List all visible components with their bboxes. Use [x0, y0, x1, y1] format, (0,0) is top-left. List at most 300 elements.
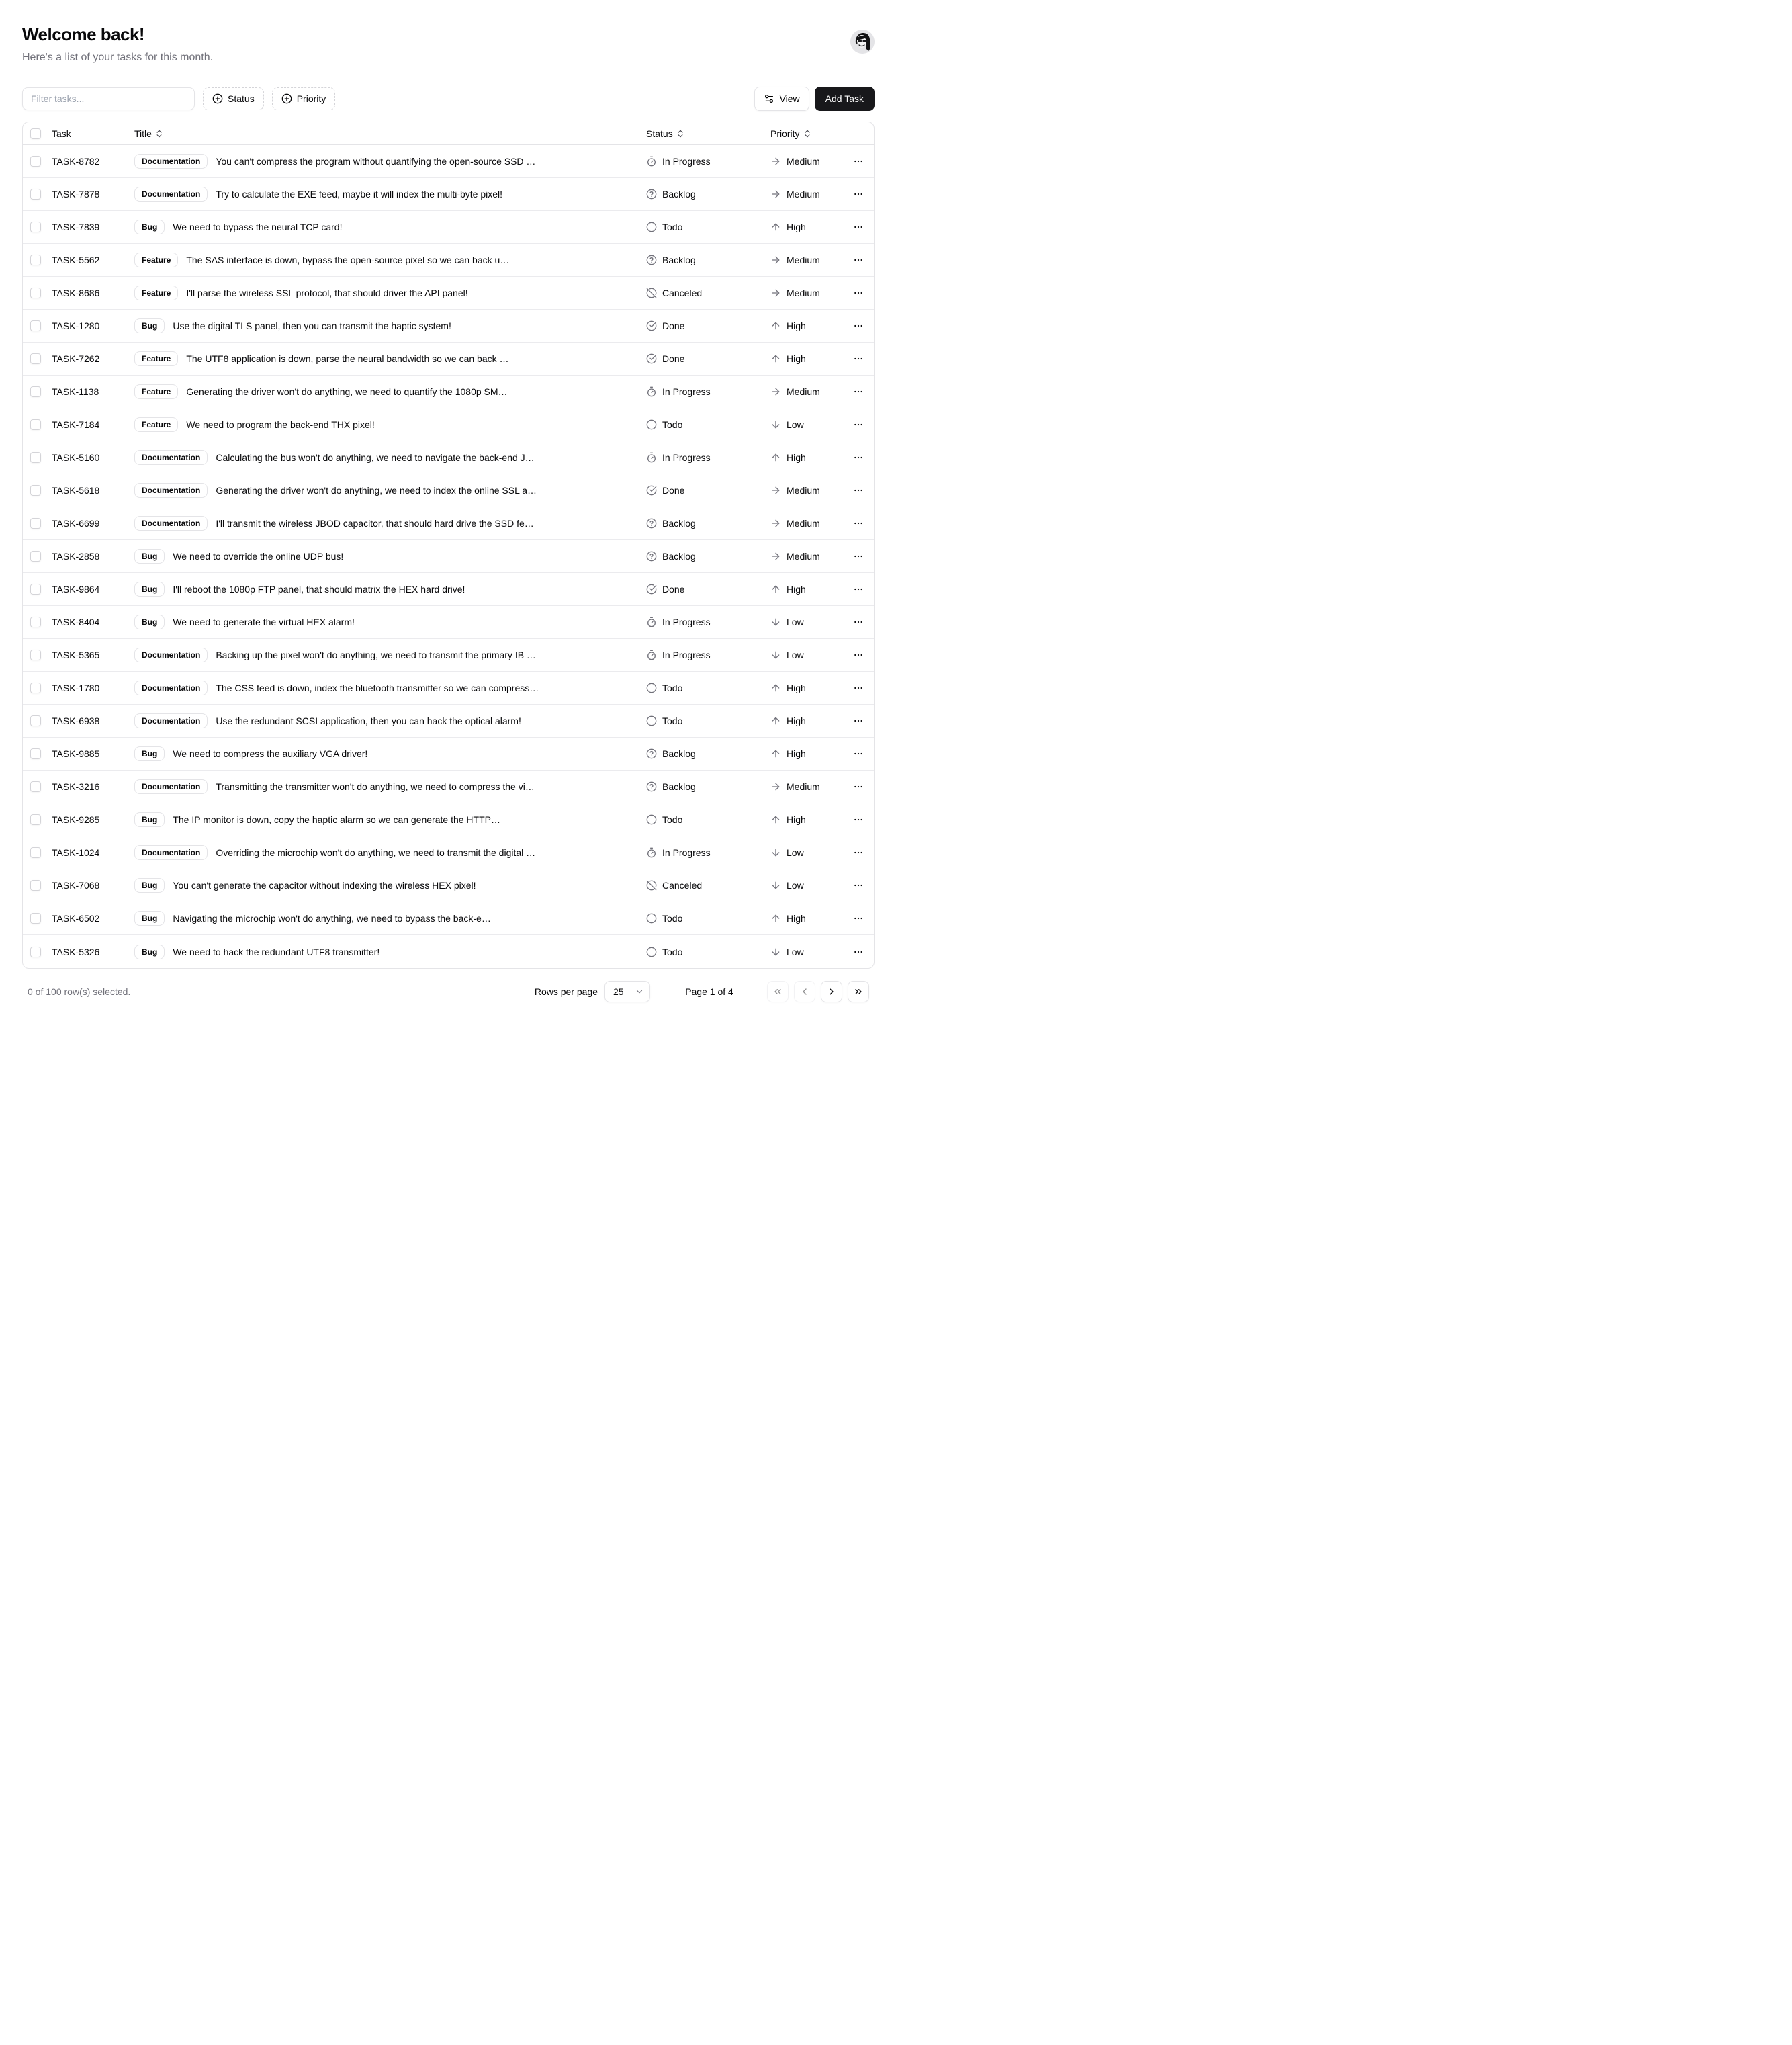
- task-priority-cell: [770, 551, 843, 562]
- task-priority-cell: [770, 452, 843, 463]
- ellipsis-icon: [853, 913, 864, 924]
- row-actions-cell: [843, 613, 874, 632]
- task-id: TASK-9885: [52, 748, 100, 759]
- circle-icon: [646, 715, 657, 726]
- row-actions-menu-button[interactable]: [849, 711, 868, 730]
- row-checkbox[interactable]: [30, 814, 41, 825]
- row-actions-menu-button[interactable]: [849, 284, 868, 302]
- row-actions-menu-button[interactable]: [849, 349, 868, 368]
- row-checkbox-cell: [23, 386, 52, 397]
- column-header-task: [52, 128, 134, 139]
- task-title: Backing up the pixel won't do anything, we need to transmit the primary IB …: [216, 650, 536, 660]
- row-actions-menu-button[interactable]: [849, 580, 868, 599]
- arrow-right-icon: [770, 518, 781, 529]
- row-actions-menu-button[interactable]: [849, 316, 868, 335]
- task-priority-cell: [770, 880, 843, 891]
- arrow-down-icon: [770, 650, 781, 660]
- table-row: [23, 803, 874, 836]
- task-id: TASK-7839: [52, 222, 100, 232]
- arrow-right-icon: [770, 288, 781, 298]
- row-checkbox-cell: [23, 913, 52, 924]
- task-id: TASK-7068: [52, 880, 100, 891]
- row-actions-menu-button[interactable]: [849, 514, 868, 533]
- row-actions-cell: [843, 646, 874, 664]
- table-row: [23, 376, 874, 408]
- task-priority-cell: [770, 584, 843, 595]
- task-id: TASK-5562: [52, 255, 100, 265]
- task-priority: High: [787, 320, 806, 331]
- circle-icon: [646, 683, 657, 693]
- arrow-up-icon: [770, 222, 781, 232]
- task-status-cell: [646, 715, 770, 726]
- row-checkbox[interactable]: [30, 551, 41, 562]
- row-checkbox-cell: [23, 748, 52, 759]
- row-actions-menu-button[interactable]: [849, 185, 868, 204]
- task-priority: Low: [787, 847, 804, 858]
- task-title-cell: [134, 154, 646, 169]
- circle-icon: [646, 222, 657, 232]
- row-actions-cell: [843, 251, 874, 269]
- task-status: Todo: [662, 683, 683, 693]
- ellipsis-icon: [853, 189, 864, 200]
- task-title: We need to bypass the neural TCP card!: [173, 222, 343, 232]
- row-checkbox[interactable]: [30, 650, 41, 660]
- row-checkbox[interactable]: [30, 584, 41, 595]
- row-actions-menu-button[interactable]: [849, 843, 868, 862]
- task-priority-cell: [770, 189, 843, 200]
- task-title-cell: [134, 187, 646, 202]
- row-actions-menu-button[interactable]: [849, 251, 868, 269]
- task-label-badge: Documentation: [134, 845, 208, 860]
- circle-help-icon: [646, 748, 657, 759]
- row-checkbox-cell: [23, 880, 52, 891]
- user-avatar[interactable]: [850, 30, 875, 54]
- task-label-badge: Documentation: [134, 681, 208, 695]
- row-actions-cell: [843, 415, 874, 434]
- row-checkbox[interactable]: [30, 781, 41, 792]
- task-title: Transmitting the transmitter won't do anything, we need to compress the vi…: [216, 781, 535, 792]
- task-status: In Progress: [662, 156, 711, 167]
- rows-per-page-select[interactable]: [604, 981, 650, 1002]
- column-header-status[interactable]: [646, 128, 770, 139]
- task-status-cell: [646, 617, 770, 627]
- row-actions-menu-button[interactable]: [849, 646, 868, 664]
- table-row: [23, 244, 874, 277]
- task-title: We need to program the back-end THX pixel!: [186, 419, 375, 430]
- ellipsis-icon: [853, 880, 864, 891]
- table-row: [23, 343, 874, 376]
- row-checkbox[interactable]: [30, 189, 41, 200]
- row-actions-menu-button[interactable]: [849, 448, 868, 467]
- task-id: TASK-1280: [52, 320, 100, 331]
- row-checkbox[interactable]: [30, 617, 41, 627]
- task-priority-cell: [770, 683, 843, 693]
- chevrons-left-icon: [772, 986, 783, 997]
- table-row: [23, 606, 874, 639]
- column-header-title-label: Title: [134, 128, 152, 139]
- task-id: TASK-6699: [52, 518, 100, 529]
- row-actions-cell: [843, 349, 874, 368]
- task-priority-cell: [770, 518, 843, 529]
- table-row: [23, 211, 874, 244]
- selected-rows-text: 0 of 100 row(s) selected.: [28, 986, 131, 997]
- task-status: Todo: [662, 946, 683, 957]
- row-actions-cell: [843, 744, 874, 763]
- row-checkbox-cell: [23, 222, 52, 232]
- task-status-cell: [646, 584, 770, 595]
- row-checkbox[interactable]: [30, 288, 41, 298]
- task-id: TASK-7262: [52, 353, 100, 364]
- header-checkbox-cell: [23, 128, 52, 139]
- tasks-page: [0, 0, 896, 1018]
- table-row: [23, 441, 874, 474]
- arrow-down-icon: [770, 617, 781, 627]
- task-priority-cell: [770, 419, 843, 430]
- task-priority-cell: [770, 947, 843, 957]
- table-row: [23, 408, 874, 441]
- row-actions-menu-button[interactable]: [849, 613, 868, 632]
- row-checkbox[interactable]: [30, 156, 41, 167]
- avatar-illustration: [850, 30, 875, 54]
- task-label-badge: Documentation: [134, 154, 208, 169]
- circle-off-icon: [646, 288, 657, 298]
- task-status-cell: [646, 485, 770, 496]
- task-priority-cell: [770, 715, 843, 726]
- chevrons-right-icon: [853, 986, 864, 997]
- row-actions-menu-button[interactable]: [849, 777, 868, 796]
- ellipsis-icon: [853, 255, 864, 265]
- row-checkbox-cell: [23, 650, 52, 660]
- task-priority-cell: [770, 353, 843, 364]
- first-page-button[interactable]: [767, 981, 789, 1002]
- row-actions-menu-button[interactable]: [849, 679, 868, 697]
- chevrons-up-down-icon: [803, 129, 812, 138]
- task-priority: Medium: [787, 255, 820, 265]
- task-title-cell: [134, 450, 646, 465]
- task-priority: High: [787, 913, 806, 924]
- task-title: You can't generate the capacitor without indexing the wireless HEX pixel!: [173, 880, 476, 891]
- row-checkbox-cell: [23, 419, 52, 430]
- task-id: TASK-5365: [52, 650, 100, 660]
- row-checkbox[interactable]: [30, 255, 41, 265]
- view-button[interactable]: [754, 87, 809, 111]
- pagination: [767, 981, 869, 1002]
- circle-help-icon: [646, 518, 657, 529]
- task-status-cell: [646, 288, 770, 298]
- arrow-up-icon: [770, 320, 781, 331]
- table-footer: [22, 981, 875, 1002]
- task-priority-cell: [770, 847, 843, 858]
- task-status-cell: [646, 683, 770, 693]
- task-title-cell: [134, 648, 646, 662]
- ellipsis-icon: [853, 320, 864, 331]
- task-priority: High: [787, 353, 806, 364]
- task-status: In Progress: [662, 386, 711, 397]
- task-title-cell: [134, 845, 646, 860]
- task-title-cell: [134, 746, 646, 761]
- task-title-cell: [134, 549, 646, 564]
- last-page-button[interactable]: [848, 981, 869, 1002]
- row-checkbox-cell: [23, 189, 52, 200]
- table-row: [23, 507, 874, 540]
- row-actions-cell: [843, 316, 874, 335]
- page-header: [22, 24, 875, 64]
- circle-icon: [646, 947, 657, 957]
- table-row: [23, 540, 874, 573]
- row-checkbox[interactable]: [30, 947, 41, 957]
- task-title-cell: [134, 286, 646, 300]
- timer-icon: [646, 847, 657, 858]
- task-status-cell: [646, 189, 770, 200]
- sliders-icon: [764, 93, 774, 104]
- ellipsis-icon: [853, 353, 864, 364]
- row-actions-menu-button[interactable]: [849, 152, 868, 171]
- task-status: In Progress: [662, 452, 711, 463]
- task-title: I'll transmit the wireless JBOD capacitor, that should hard drive the SSD fe…: [216, 518, 534, 529]
- priority-filter-button[interactable]: [272, 87, 336, 110]
- task-label-badge: Bug: [134, 812, 165, 827]
- page-title: Welcome back!: [22, 24, 145, 44]
- row-actions-menu-button[interactable]: [849, 415, 868, 434]
- row-checkbox[interactable]: [30, 748, 41, 759]
- table-row: [23, 310, 874, 343]
- task-priority: Low: [787, 419, 804, 430]
- row-checkbox-cell: [23, 781, 52, 792]
- task-priority: Medium: [787, 485, 820, 496]
- row-actions-cell: [843, 514, 874, 533]
- view-button-label: View: [779, 93, 800, 104]
- task-id: TASK-9285: [52, 814, 100, 825]
- task-status: Canceled: [662, 880, 703, 891]
- row-checkbox[interactable]: [30, 419, 41, 430]
- task-title: The UTF8 application is down, parse the neural bandwidth so we can back …: [186, 353, 509, 364]
- task-status-cell: [646, 650, 770, 660]
- ellipsis-icon: [853, 748, 864, 759]
- table-row: [23, 836, 874, 869]
- row-actions-menu-button[interactable]: [849, 943, 868, 961]
- column-header-title[interactable]: [134, 128, 646, 139]
- task-title: Calculating the bus won't do anything, we need to navigate the back-end J…: [216, 452, 535, 463]
- select-all-checkbox[interactable]: [30, 128, 41, 139]
- arrow-up-icon: [770, 748, 781, 759]
- row-actions-menu-button[interactable]: [849, 876, 868, 895]
- task-label-badge: Bug: [134, 911, 165, 926]
- task-title: Overriding the microchip won't do anything, we need to transmit the digital …: [216, 847, 536, 858]
- ellipsis-icon: [853, 551, 864, 562]
- arrow-up-icon: [770, 715, 781, 726]
- task-priority-cell: [770, 156, 843, 167]
- task-status: Canceled: [662, 288, 703, 298]
- row-checkbox[interactable]: [30, 485, 41, 496]
- row-actions-menu-button[interactable]: [849, 218, 868, 236]
- task-status: In Progress: [662, 650, 711, 660]
- task-status-cell: [646, 947, 770, 957]
- table-body: [23, 145, 874, 968]
- circle-check-icon: [646, 584, 657, 595]
- arrow-down-icon: [770, 880, 781, 891]
- task-title-cell: [134, 318, 646, 333]
- row-checkbox-cell: [23, 353, 52, 364]
- task-status: Backlog: [662, 189, 696, 200]
- row-checkbox-cell: [23, 485, 52, 496]
- status-filter-button[interactable]: [203, 87, 264, 110]
- task-status: Todo: [662, 913, 683, 924]
- add-task-button[interactable]: Add Task: [815, 87, 875, 111]
- circle-help-icon: [646, 189, 657, 200]
- row-actions-menu-button[interactable]: [849, 810, 868, 829]
- timer-icon: [646, 452, 657, 463]
- arrow-up-icon: [770, 683, 781, 693]
- ellipsis-icon: [853, 715, 864, 726]
- chevron-left-icon: [799, 986, 810, 997]
- task-priority: Medium: [787, 288, 820, 298]
- table-row: [23, 573, 874, 606]
- row-actions-menu-button[interactable]: [849, 382, 868, 401]
- rows-per-page-value: 25: [613, 986, 624, 997]
- arrow-down-icon: [770, 947, 781, 957]
- task-status-cell: [646, 156, 770, 167]
- task-title-cell: [134, 483, 646, 498]
- table-row: [23, 672, 874, 705]
- task-priority: Medium: [787, 386, 820, 397]
- ellipsis-icon: [853, 847, 864, 858]
- arrow-right-icon: [770, 255, 781, 265]
- previous-page-button[interactable]: [794, 981, 815, 1002]
- task-id: TASK-5618: [52, 485, 100, 496]
- row-actions-menu-button[interactable]: [849, 909, 868, 928]
- task-priority: Medium: [787, 189, 820, 200]
- task-title: We need to override the online UDP bus!: [173, 551, 344, 562]
- table-row: [23, 902, 874, 935]
- next-page-button[interactable]: [821, 981, 842, 1002]
- row-checkbox-cell: [23, 617, 52, 627]
- task-id: TASK-3216: [52, 781, 100, 792]
- column-header-status-label: Status: [646, 128, 673, 139]
- task-label-badge: Feature: [134, 417, 178, 432]
- ellipsis-icon: [853, 156, 864, 167]
- task-status: Done: [662, 320, 685, 331]
- row-checkbox[interactable]: [30, 880, 41, 891]
- task-status: Todo: [662, 419, 683, 430]
- task-title: The CSS feed is down, index the bluetooth transmitter so we can compress…: [216, 683, 539, 693]
- task-priority: Low: [787, 650, 804, 660]
- task-title-cell: [134, 681, 646, 695]
- task-id: TASK-1024: [52, 847, 100, 858]
- task-status-cell: [646, 320, 770, 331]
- row-actions-cell: [843, 284, 874, 302]
- ellipsis-icon: [853, 650, 864, 660]
- row-actions-cell: [843, 876, 874, 895]
- task-title: You can't compress the program without quantifying the open-source SSD …: [216, 156, 536, 167]
- task-label-badge: Documentation: [134, 779, 208, 794]
- task-label-badge: Documentation: [134, 713, 208, 728]
- task-label-badge: Bug: [134, 878, 165, 893]
- task-status: Backlog: [662, 518, 696, 529]
- row-actions-cell: [843, 218, 874, 236]
- arrow-up-icon: [770, 452, 781, 463]
- table-row: [23, 705, 874, 738]
- task-priority-cell: [770, 781, 843, 792]
- row-checkbox[interactable]: [30, 683, 41, 693]
- task-label-badge: Bug: [134, 549, 165, 564]
- task-label-badge: Feature: [134, 286, 178, 300]
- filter-tasks-input[interactable]: [22, 87, 195, 110]
- task-status-cell: [646, 781, 770, 792]
- task-priority: High: [787, 748, 806, 759]
- circle-icon: [646, 419, 657, 430]
- arrow-right-icon: [770, 551, 781, 562]
- circle-icon: [646, 913, 657, 924]
- row-actions-cell: [843, 843, 874, 862]
- footer-controls: [535, 981, 869, 1002]
- task-status: Done: [662, 353, 685, 364]
- task-status-cell: [646, 353, 770, 364]
- timer-icon: [646, 386, 657, 397]
- table-row: [23, 935, 874, 968]
- task-label-badge: Bug: [134, 220, 165, 234]
- ellipsis-icon: [853, 814, 864, 825]
- task-title: The SAS interface is down, bypass the open-source pixel so we can back u…: [186, 255, 510, 265]
- chevrons-up-down-icon: [676, 129, 685, 138]
- task-label-badge: Feature: [134, 384, 178, 399]
- ellipsis-icon: [853, 485, 864, 496]
- circle-check-icon: [646, 485, 657, 496]
- row-checkbox[interactable]: [30, 222, 41, 232]
- row-checkbox[interactable]: [30, 386, 41, 397]
- task-id: TASK-5326: [52, 946, 100, 957]
- row-checkbox[interactable]: [30, 353, 41, 364]
- task-label-badge: Documentation: [134, 648, 208, 662]
- task-status: Done: [662, 485, 685, 496]
- table-toolbar: [22, 87, 875, 111]
- row-checkbox[interactable]: [30, 518, 41, 529]
- row-actions-menu-button[interactable]: [849, 481, 868, 500]
- row-checkbox[interactable]: [30, 847, 41, 858]
- task-status-cell: [646, 222, 770, 232]
- row-actions-menu-button[interactable]: [849, 547, 868, 566]
- table-header-row: [23, 122, 874, 145]
- task-title: Navigating the microchip won't do anything, we need to bypass the back-e…: [173, 913, 491, 924]
- column-header-task-label: Task: [52, 128, 71, 139]
- row-actions-menu-button[interactable]: [849, 744, 868, 763]
- circle-check-icon: [646, 353, 657, 364]
- row-checkbox[interactable]: [30, 452, 41, 463]
- task-title: The IP monitor is down, copy the haptic alarm so we can generate the HTTP…: [173, 814, 500, 825]
- ellipsis-icon: [853, 683, 864, 693]
- task-title: Generating the driver won't do anything, we need to quantify the 1080p SM…: [186, 386, 508, 397]
- task-priority: High: [787, 814, 806, 825]
- priority-filter-label: Priority: [296, 93, 326, 104]
- row-actions-cell: [843, 580, 874, 599]
- row-checkbox-cell: [23, 715, 52, 726]
- row-actions-cell: [843, 185, 874, 204]
- table-row: [23, 869, 874, 902]
- table-row: [23, 771, 874, 803]
- row-checkbox[interactable]: [30, 913, 41, 924]
- task-priority-cell: [770, 617, 843, 627]
- task-status-cell: [646, 452, 770, 463]
- arrow-up-icon: [770, 814, 781, 825]
- task-status-cell: [646, 518, 770, 529]
- row-checkbox[interactable]: [30, 320, 41, 331]
- column-header-priority[interactable]: [770, 128, 843, 139]
- task-title: Use the redundant SCSI application, then you can hack the optical alarm!: [216, 715, 521, 726]
- task-id: TASK-1138: [52, 386, 99, 397]
- ellipsis-icon: [853, 419, 864, 430]
- row-actions-cell: [843, 382, 874, 401]
- arrow-right-icon: [770, 156, 781, 167]
- row-checkbox[interactable]: [30, 715, 41, 726]
